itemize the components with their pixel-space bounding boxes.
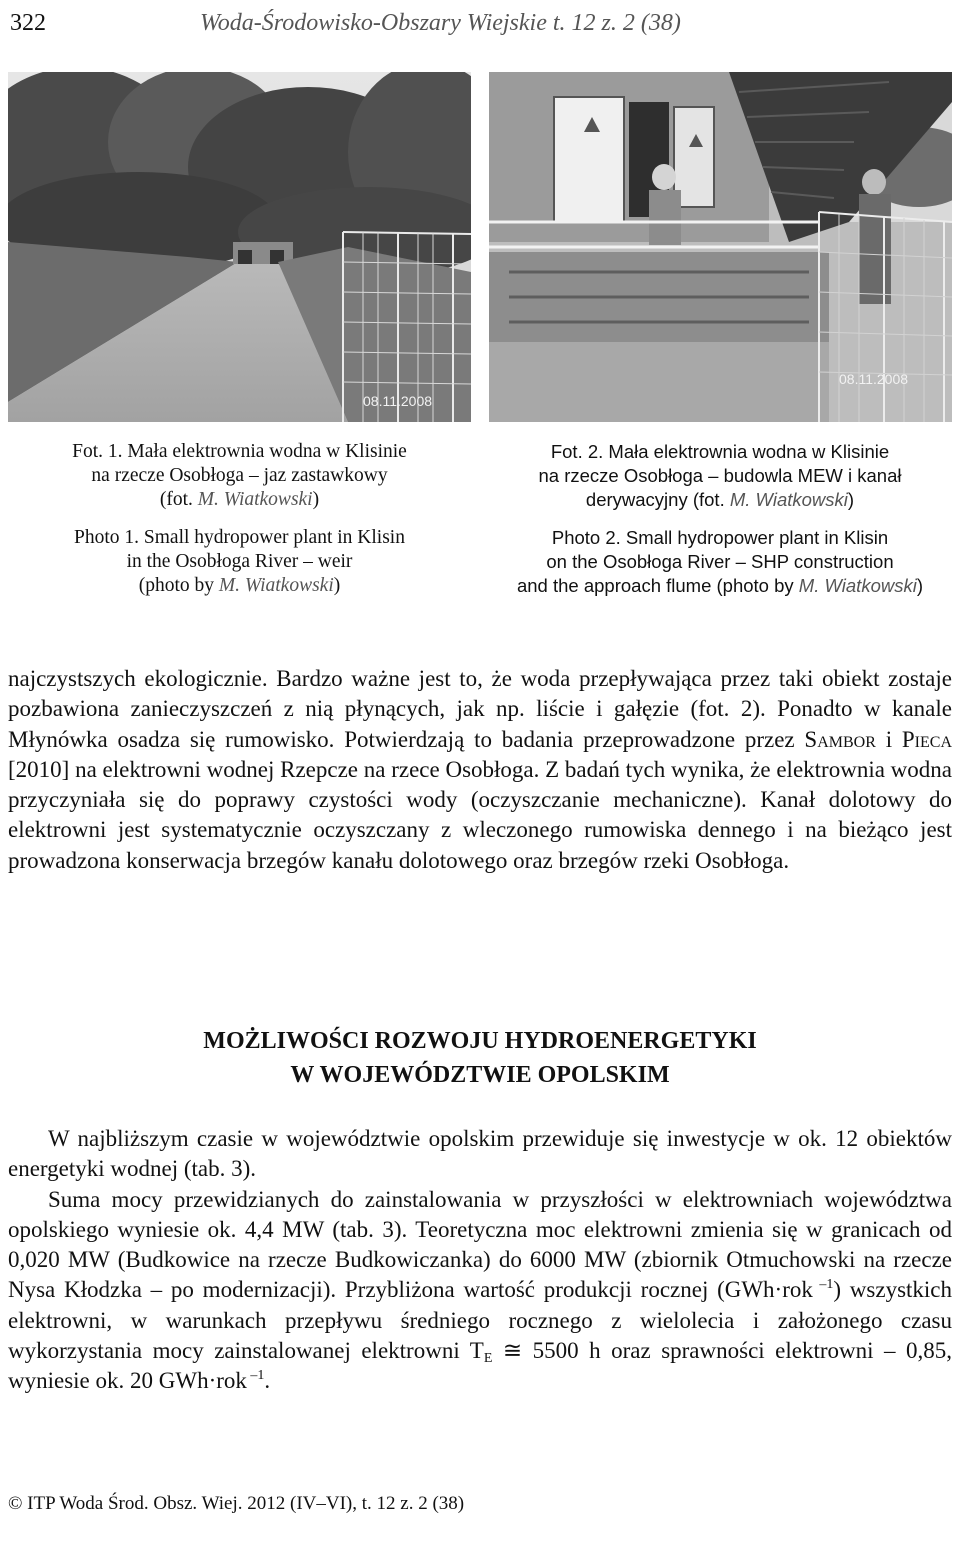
- photo2-caption: [480, 440, 960, 598]
- caption-line: derywacyjny (fot. M. Wiatkowski): [585, 489, 855, 510]
- weir-photo-image: [8, 72, 471, 422]
- photo2-date-stamp: 08.11.2008: [839, 371, 909, 387]
- section-heading-line1: MOŻLIWOŚCI ROZWOJU HYDROENERGETYKI: [203, 1028, 757, 1054]
- caption-line: and the approach flume (photo by M. Wiatkowski): [516, 575, 924, 596]
- section-heading: [8, 1024, 952, 1092]
- page-header: [10, 6, 950, 40]
- body-paragraph: [8, 1124, 952, 1397]
- caption-line: (fot. M. Wiatkowski): [159, 489, 320, 510]
- journal-title: Woda-Środowisko-Obszary Wiejskie t. 12 z. 2 (38): [200, 10, 681, 36]
- caption-line: in the Osobłoga River – weir: [126, 551, 353, 572]
- author-name: M. Wiatkowski: [218, 575, 334, 596]
- caption-line: on the Osobłoga River – SHP construction: [546, 551, 894, 572]
- caption-line: na rzecze Osobłoga – budowla MEW i kanał: [538, 465, 902, 486]
- author-sambor: Sambor: [804, 726, 876, 752]
- weir-photo-icon: [8, 72, 471, 422]
- caption-line: na rzecze Osobłoga – jaz zastawkowy: [91, 465, 388, 486]
- copyright-footer: © ITP Woda Środ. Obsz. Wiej. 2012 (IV–VI), t. 12 z. 2 (38): [8, 1493, 465, 1514]
- power-plant-photo-icon: [489, 72, 952, 422]
- caption-line: Fot. 1. Mała elektrownia wodna w Klisinie: [72, 441, 407, 462]
- author-name: M. Wiatkowski: [798, 575, 917, 596]
- photo1-caption: [8, 440, 471, 598]
- photo1-date-stamp: 08.11.2008: [363, 393, 433, 409]
- author-pieca: Pieca: [901, 726, 953, 752]
- caption-line: Photo 1. Small hydropower plant in Klisin: [74, 527, 405, 548]
- author-name: M. Wiatkowski: [729, 489, 848, 510]
- page-number: 322: [10, 10, 46, 36]
- caption-line: Photo 2. Small hydropower plant in Klisin: [551, 527, 889, 548]
- power-plant-photo-image: [489, 72, 952, 422]
- body-paragraph: najczystszych ekologicznie. Bardzo ważne jest to, że woda przepływająca przez taki obiekt zostaje pozbawiona zanieczyszczeń z nią płynących, jak np. liście i gałęzie (fot. 2). Ponadto w kanale Młynówka osadza się rumowisko. Potwierdzają to badania przeprowadzone przez Sambor i Pieca [2010] na elektrowni wodnej Rzepcze na rzece Osobłoga. Z badań tych wynika, że elektrownia wodna przyczyniała się do poprawy czystości wody (oczyszczanie mechaniczne). Kanał dolotowy do elektrowni jest systematycznie oczyszczany z wleczonego rumowiska dennego i na bieżąco jest prowadzona konserwacja brzegów kanału dolotowego oraz brzegów rzeki Osobłoga.: [8, 666, 953, 873]
- caption-line: (photo by M. Wiatkowski): [138, 575, 341, 596]
- paragraph: W najbliższym czasie w województwie opolskim przewiduje się inwestycje w ok. 12 obiektów energetyki wodnej (tab. 3).: [8, 1126, 952, 1182]
- paragraph: Suma mocy przewidzianych do zainstalowania w przyszłości w elektrowniach województwa opolskiego wyniesie ok. 4,4 MW (tab. 3). Teoretyczna moc elektrowni zmienia się w granicach od 0,020 MW (Budkowice na rzecze Budkowiczanka) do 6000 MW (zbiornik Otmuchowski na rzecze Nysa Kłodzka – po modernizacji). Przybliżona wartość produkcji rocznej (GWh·rok $^{-1}$) wszystkich elektrowni, w warunkach przepływu średniego rocznego z wielolecia i założonego czasu wykorzystania mocy zainstalowanej elektrowni $T_E$ ≅ 5500 h oraz sprawności elektrowni – 0,85, wyniesie ok. 20 GWh·rok $^{-1}$.: [8, 1186, 953, 1394]
- author-name: M. Wiatkowski: [197, 489, 313, 510]
- caption-line: Fot. 2. Mała elektrownia wodna w Klisinie: [550, 441, 890, 462]
- section-heading-line2: W WOJEWÓDZTWIE OPOLSKIM: [290, 1062, 670, 1088]
